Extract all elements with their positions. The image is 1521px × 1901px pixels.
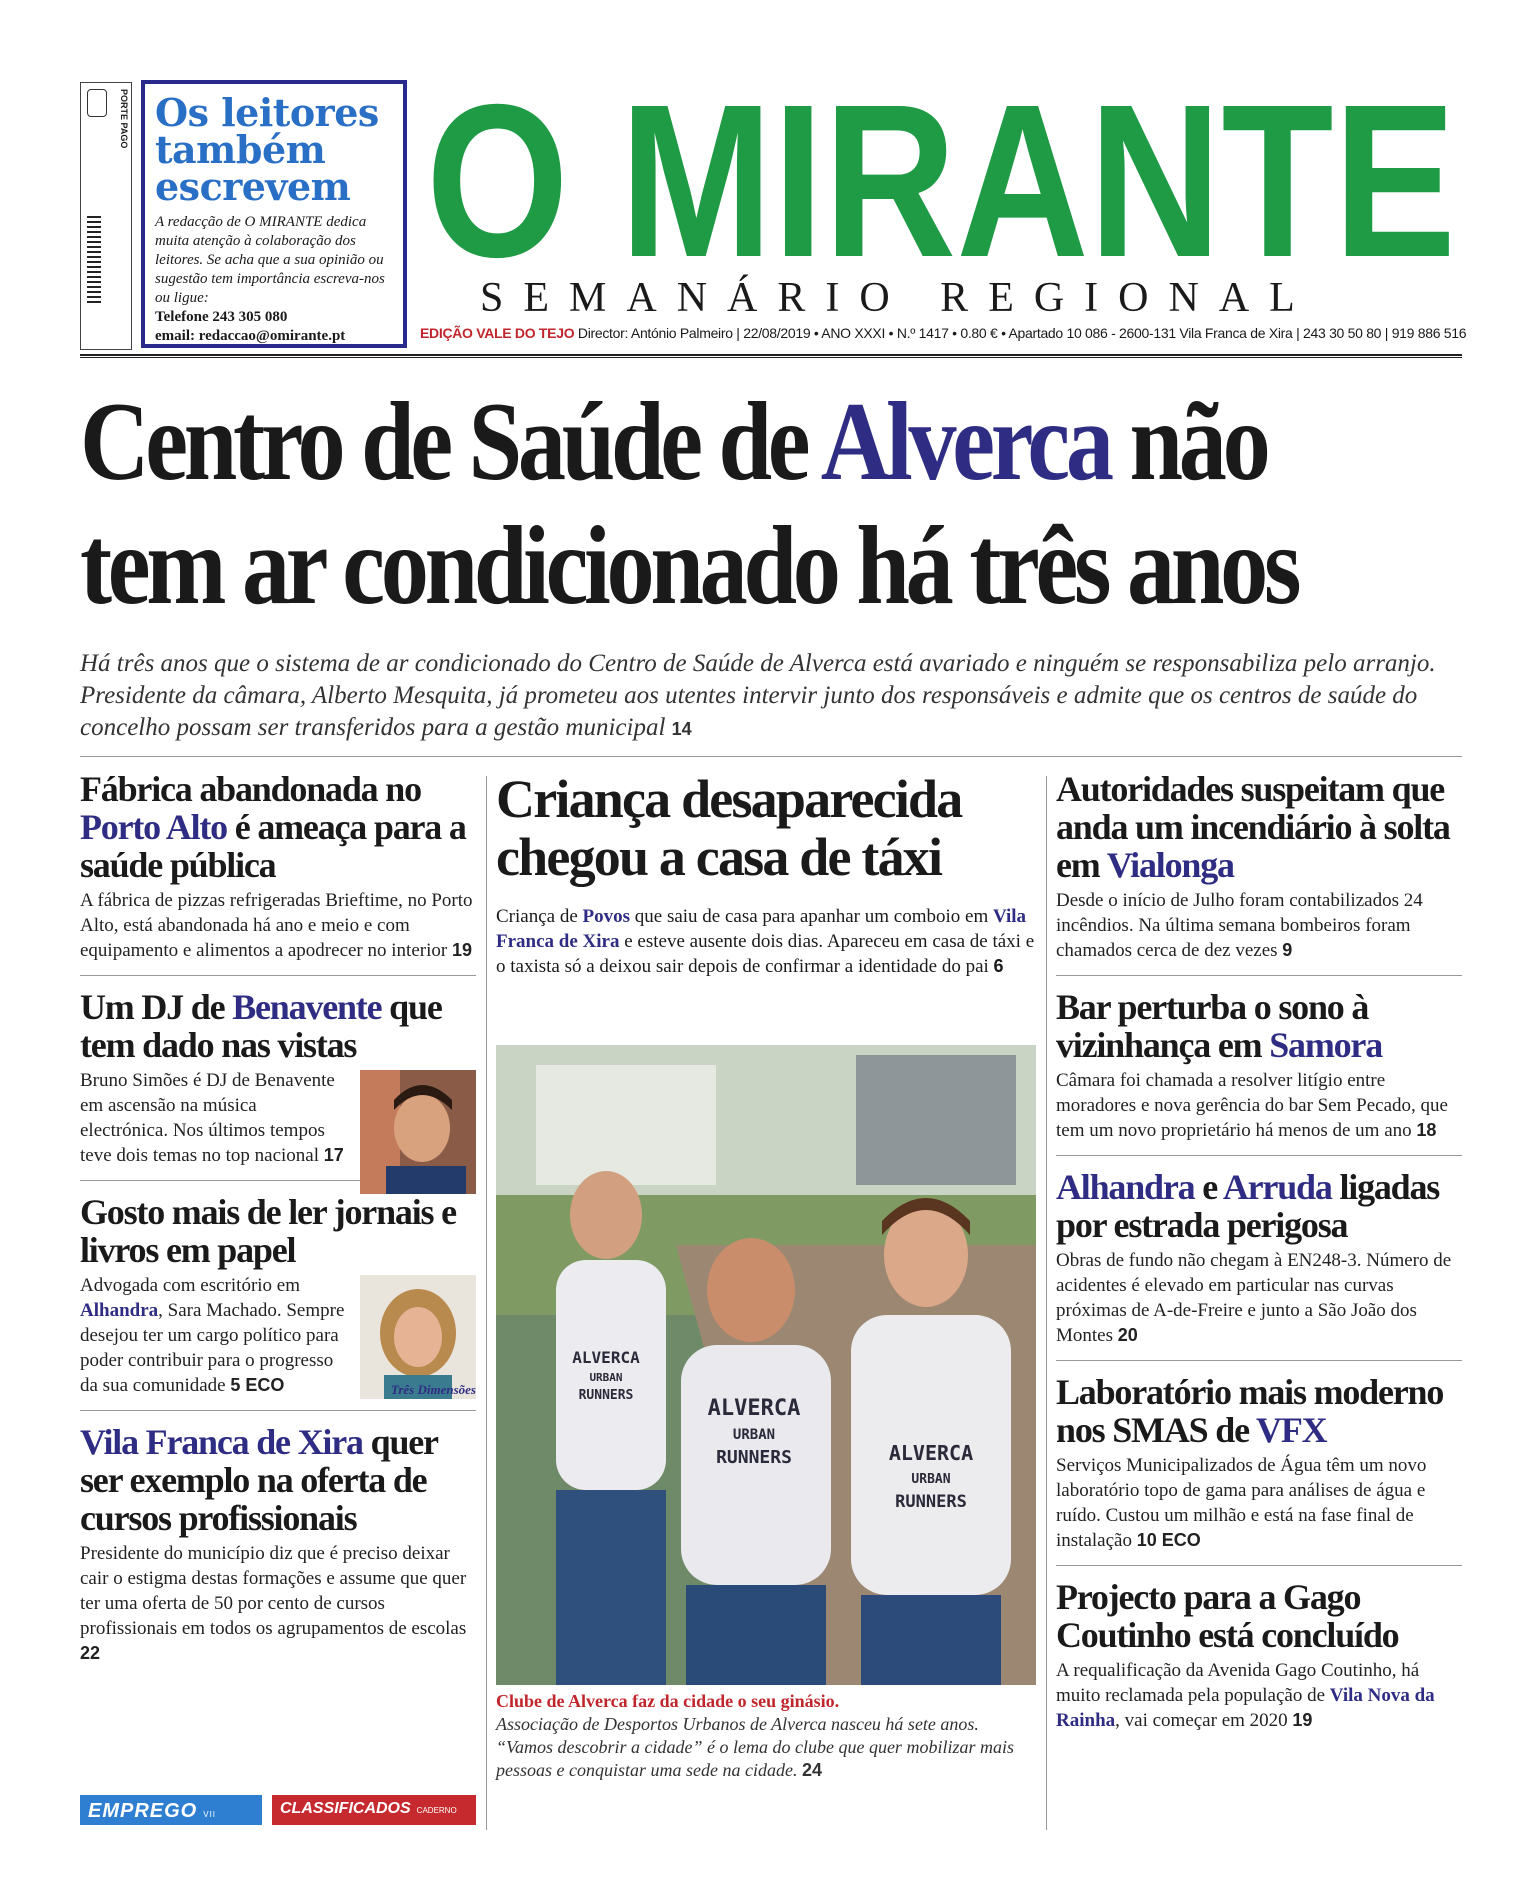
headline-line2: tem ar condicionado há três anos	[80, 504, 1298, 628]
story-vialonga[interactable]	[1056, 770, 1462, 976]
readers-phone: Telefone 243 305 080	[155, 309, 288, 325]
story-headline: Gosto mais de ler jornais e livros em papel	[80, 1192, 456, 1270]
section-rule	[80, 756, 1462, 757]
shirt-text: RUNNERS	[716, 1447, 792, 1468]
edition-info	[420, 325, 1467, 341]
lead-text: Há três anos que o sistema de ar condicionado do Centro de Saúde de Alverca está avariado e ninguém se responsabiliza pelo arranjo. Presidente da câmara, Alberto Mesquita, já prometeu aos utentes intervir junto dos responsáveis e admite que os centros de saúde do concelho possam ser transferidos para a gestão municipal	[80, 650, 1436, 741]
newspaper-title: O MIRANTE	[426, 78, 1456, 278]
right-column	[1056, 770, 1462, 1757]
porte-pago-label: PORTE PAGO	[119, 89, 129, 149]
caption-title: Clube de Alverca faz da cidade o seu ginásio.	[496, 1691, 840, 1711]
story-body: Presidente do município diz que é preciso deixar cair o estigma destas formações e assume que quer ter uma oferta de 50 por cento de cursos profissionais em todos os agrupamentos de escolas 22	[80, 1543, 467, 1663]
readers-title: Os leitores também escrevem	[155, 90, 379, 209]
newspaper-logo-graphic	[420, 78, 1462, 278]
story-body: Advogada com escritório em Alhandra, Sara Machado. Sempre desejou ter um cargo político para poder contribuir para o progresso da sua comunidade 5 ECO	[80, 1275, 345, 1396]
story-headline: Alhandra e Arruda ligadas por estrada perigosa	[1056, 1167, 1440, 1245]
shirt-text: ALVERCA	[888, 1441, 974, 1465]
page-ref: 22	[80, 1643, 101, 1663]
story-benavente[interactable]	[80, 988, 476, 1181]
story-body: A requalificação da Avenida Gago Coutinho, há muito reclamada pela população de Vila Nova da Rainha, vai começar em 2020 19	[1056, 1660, 1435, 1731]
page-ref: 6	[993, 956, 1004, 976]
story-headline: Autoridades suspeitam que anda um incendiário à solta em Vialonga	[1056, 769, 1450, 885]
page-ref: 5 ECO	[230, 1375, 285, 1395]
edition-label: EDIÇÃO VALE DO TEJO	[420, 325, 575, 341]
dj-portrait	[360, 1070, 476, 1194]
headline-text: Centro de Saúde de	[80, 380, 821, 504]
newspaper-logo[interactable]	[420, 78, 1462, 278]
photo-caption	[496, 1690, 1036, 1782]
caption-body: Associação de Desportos Urbanos de Alverca nasceu há sete anos. “Vamos descobrir a cidade” é o lema do clube que quer mobilizar mais pessoas e conquistar uma sede na cidade. 24	[496, 1714, 1014, 1780]
story-headline: Um DJ de Benavente que tem dado nas vistas	[80, 987, 442, 1065]
shirt-text: URBAN	[911, 1472, 951, 1487]
page-ref: 14	[671, 719, 692, 739]
page-ref: 9	[1282, 940, 1293, 960]
shirt-text: RUNNERS	[895, 1492, 967, 1512]
main-headline[interactable]	[80, 380, 1298, 628]
readers-box	[141, 80, 407, 348]
page-ref: 19	[1292, 1710, 1313, 1730]
classificados-tab[interactable]: CLASSIFICADOS CADERNO	[272, 1795, 476, 1825]
middle-column	[496, 770, 1036, 979]
story-body: Bruno Simões é DJ de Benavente em ascensão na música electrónica. Nos últimos tempos teve dois temas no top nacional 17	[80, 1070, 344, 1166]
masthead-rule	[80, 354, 1462, 358]
page-ref: 17	[323, 1145, 344, 1165]
story-vfx-cursos[interactable]	[80, 1423, 476, 1678]
page-ref: 18	[1416, 1120, 1437, 1140]
story-alhandra-arruda[interactable]	[1056, 1168, 1462, 1361]
story-body: Obras de fundo não chegam à EN248-3. Número de acidentes é elevado em particular nas curvas próximas de A-de-Freire e junto a São João dos Montes 20	[1056, 1250, 1452, 1346]
readers-body: A redacção de O MIRANTE dedica muita atenção à colaboração dos leitores. Se acha que a sua opinião ou sugestão tem importância escreva-nos ou ligue:	[155, 214, 385, 306]
story-smas[interactable]	[1056, 1373, 1462, 1566]
column-divider	[486, 776, 487, 1830]
page-ref: 19	[451, 940, 472, 960]
story-body: Criança de Povos que saiu de casa para apanhar um comboio em Vila Franca de Xira e esteve ausente dois dias. Apareceu em casa de táxi e o taxista só a deixou sair depois de confirmar a identidade do pai 6	[496, 906, 1035, 977]
story-papel[interactable]	[80, 1193, 476, 1411]
shirt-text: ALVERCA	[572, 1348, 640, 1367]
shirt-text: RUNNERS	[578, 1388, 634, 1403]
newspaper-subtitle: SEMANÁRIO REGIONAL	[480, 275, 1315, 321]
readers-email[interactable]: email: redaccao@omirante.pt	[155, 328, 346, 344]
headline-place: Alverca	[820, 380, 1110, 504]
story-headline: Projecto para a Gago Coutinho está concluído	[1056, 1577, 1399, 1655]
story-body: Serviços Municipalizados de Água têm um novo laboratório topo de gama para análises de água e ruído. Custou um milhão e está na fase final de instalação 10 ECO	[1056, 1455, 1427, 1551]
runners-photo[interactable]	[496, 1045, 1036, 1685]
story-body: A fábrica de pizzas refrigeradas Brieftime, no Porto Alto, está abandonada há ano e meio e com equipamento e alimentos a apodrecer no interior 19	[80, 890, 473, 961]
postage-strip	[80, 82, 132, 350]
runners-photo-graphic	[496, 1045, 1036, 1685]
story-body: Desde o início de Julho foram contabilizados 24 incêndios. Na última semana bombeiros foram chamados cerca de dez vezes 9	[1056, 890, 1423, 961]
photo-credit: Três Dimensões	[390, 1382, 476, 1397]
edition-details: Director: António Palmeiro | 22/08/2019 • ANO XXXI • N.º 1417 • 0.80 € • Apartado 10 086 - 2600-131 Vila Franca de Xira | 243 30 50 80 | 919 886 516	[577, 325, 1467, 341]
story-headline: Bar perturba o sono à vizinhança em Samora	[1056, 987, 1382, 1065]
story-samora[interactable]	[1056, 988, 1462, 1156]
shirt-text: URBAN	[732, 1427, 776, 1443]
story-headline: Vila Franca de Xira quer ser exemplo na oferta de cursos profissionais	[80, 1422, 438, 1538]
story-gago-coutinho[interactable]	[1056, 1578, 1462, 1745]
shirt-text: ALVERCA	[707, 1396, 801, 1421]
page-ref: 24	[801, 1760, 822, 1780]
page-ref: 20	[1117, 1325, 1138, 1345]
column-divider	[1046, 776, 1047, 1830]
shirt-text: URBAN	[589, 1371, 623, 1384]
story-headline: Fábrica abandonada no Porto Alto é ameaça para a saúde pública	[80, 769, 466, 885]
headline-text: não	[1109, 380, 1267, 504]
lawyer-portrait	[360, 1275, 476, 1399]
page-ref: 10 ECO	[1136, 1530, 1201, 1550]
story-porto-alto[interactable]	[80, 770, 476, 976]
emprego-tab[interactable]: EMPREGO VII	[80, 1795, 262, 1825]
fine-print-block	[87, 213, 101, 303]
postal-seal-icon	[87, 89, 107, 117]
story-headline: Laboratório mais moderno nos SMAS de VFX	[1056, 1372, 1444, 1450]
left-column	[80, 770, 476, 1690]
story-headline-crianca[interactable]: Criança desaparecida chegou a casa de táxi	[496, 769, 962, 887]
section-tabs	[80, 1795, 476, 1827]
story-body: Câmara foi chamada a resolver litígio entre moradores e nova gerência do bar Sem Pecado, que tem um novo proprietário há menos de um ano 18	[1056, 1070, 1448, 1141]
main-lead	[80, 648, 1462, 745]
